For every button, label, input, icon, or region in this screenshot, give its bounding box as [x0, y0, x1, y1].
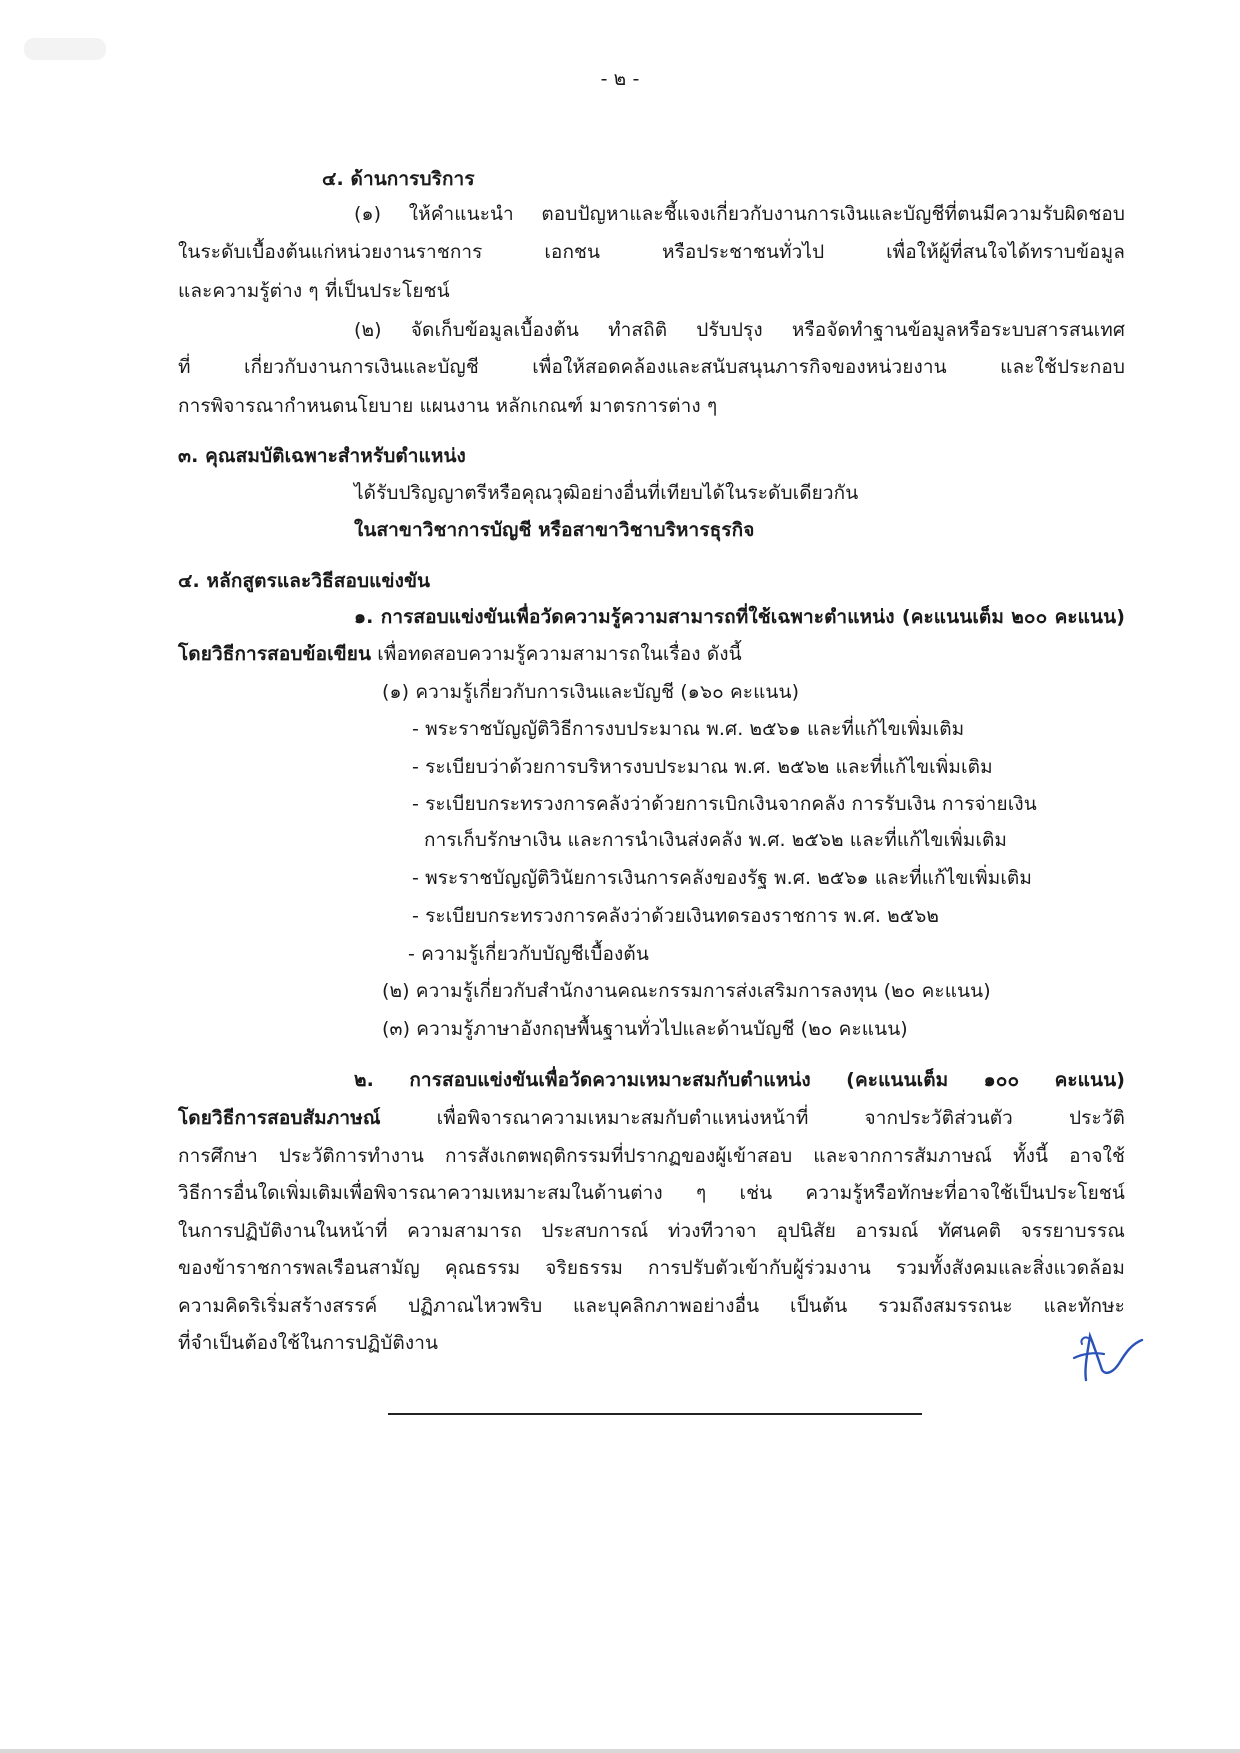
curriculum-heading: ๔. หลักสูตรและวิธีสอบแข่งขัน	[178, 570, 431, 592]
service-item2-line1: (๒) จัดเก็บข้อมูลเบื้องต้น ทำสถิติ ปรับปรุง หรือจัดทำฐานข้อมูลหรือระบบสารสนเทศ	[354, 319, 1125, 341]
service-item2-line2: ที่ เกี่ยวกับงานการเงินและบัญชี เพื่อให้สอดคล้องและสนับสนุนภารกิจของหน่วยงาน และใช้ประกอบ	[178, 356, 1125, 378]
part2-method-rest: เพื่อพิจารณาความเหมาะสมกับตำแหน่งหน้าที่ จากประวัติส่วนตัว ประวัติ	[380, 1107, 1125, 1129]
part1-title: ๑. การสอบแข่งขันเพื่อวัดความรู้ความสามารถที่ใช้เฉพาะตำแหน่ง (คะแนนเต็ม ๒๐๐ คะแนน)	[354, 606, 1125, 628]
part2-method	[178, 1105, 1125, 1131]
part2-line: ของข้าราชการพลเรือนสามัญ คุณธรรม จริยธรรม การปรับตัวเข้ากับผู้ร่วมงาน รวมทั้งสังคมและสิ่งแวดล้อม	[178, 1257, 1125, 1279]
part1-sub2: (๒) ความรู้เกี่ยวกับสำนักงานคณะกรรมการส่งเสริมการลงทุน (๒๐ คะแนน)	[382, 980, 991, 1002]
part1-sub1-item: - ระเบียบว่าด้วยการบริหารงบประมาณ พ.ศ. ๒๕๖๒ และที่แก้ไขเพิ่มเติม	[412, 756, 993, 778]
part1-sub1-item-cont: การเก็บรักษาเงิน และการนำเงินส่งคลัง พ.ศ. ๒๕๖๒ และที่แก้ไขเพิ่มเติม	[424, 829, 1008, 851]
part2-line: การศึกษา ประวัติการทำงาน การสังเกตพฤติกรรมที่ปรากฏของผู้เข้าสอบ และจากการสัมภาษณ์ ทั้งนี้ อาจใช้	[178, 1145, 1125, 1167]
part1-method	[178, 641, 742, 667]
part1-sub1-item: - พระราชบัญญัติวินัยการเงินการคลังของรัฐ พ.ศ. ๒๕๖๑ และที่แก้ไขเพิ่มเติม	[412, 867, 1032, 889]
part1-sub1-item: - ระเบียบกระทรวงการคลังว่าด้วยการเบิกเงินจากคลัง การรับเงิน การจ่ายเงิน	[412, 793, 1037, 815]
part1-sub3: (๓) ความรู้ภาษาอังกฤษพื้นฐานทั่วไปและด้านบัญชี (๒๐ คะแนน)	[382, 1018, 908, 1040]
service-item1-line3: และความรู้ต่าง ๆ ที่เป็นประโยชน์	[178, 280, 450, 302]
scan-edge	[0, 1749, 1240, 1753]
part1-sub1-item: - ระเบียบกระทรวงการคลังว่าด้วยเงินทดรองราชการ พ.ศ. ๒๕๖๒	[412, 905, 940, 927]
qualifications-line1: ได้รับปริญญาตรีหรือคุณวุฒิอย่างอื่นที่เทียบได้ในระดับเดียวกัน	[354, 482, 859, 504]
part1-sub1-title: (๑) ความรู้เกี่ยวกับการเงินและบัญชี (๑๖๐ คะแนน)	[382, 681, 800, 703]
scan-smudge	[24, 38, 106, 60]
service-item1-line2: ในระดับเบื้องต้นแก่หน่วยงานราชการ เอกชน หรือประชาชนทั่วไป เพื่อให้ผู้ที่สนใจได้ทราบข้อมูล	[178, 241, 1125, 263]
service-item2-line3: การพิจารณากำหนดนโยบาย แผนงาน หลักเกณฑ์ มาตรการต่าง ๆ	[178, 395, 718, 417]
handwritten-signature	[1068, 1328, 1146, 1386]
part2-title: ๒. การสอบแข่งขันเพื่อวัดความเหมาะสมกับตำแหน่ง (คะแนนเต็ม ๑๐๐ คะแนน)	[354, 1069, 1125, 1091]
part1-sub1-item: - พระราชบัญญัติวิธีการงบประมาณ พ.ศ. ๒๕๖๑ และที่แก้ไขเพิ่มเติม	[412, 718, 965, 740]
part2-line-last: ที่จำเป็นต้องใช้ในการปฏิบัติงาน	[178, 1332, 439, 1354]
closing-rule	[388, 1413, 922, 1415]
service-heading: ๔. ด้านการบริการ	[322, 168, 475, 190]
part1-sub1-item: - ความรู้เกี่ยวกับบัญชีเบื้องต้น	[408, 943, 649, 965]
part2-line: ความคิดริเริ่มสร้างสรรค์ ปฏิภาณไหวพริบ และบุคลิกภาพอย่างอื่น เป็นต้น รวมถึงสมรรถนะ และทักษะ	[178, 1295, 1125, 1317]
part2-line: ในการปฏิบัติงานในหน้าที่ ความสามารถ ประสบการณ์ ท่วงทีวาจา อุปนิสัย อารมณ์ ทัศนคติ จรรยาบรรณ	[178, 1220, 1125, 1242]
part1-method-rest: เพื่อทดสอบความรู้ความสามารถในเรื่อง ดังนี้	[371, 643, 742, 665]
service-item1-line1: (๑) ให้คำแนะนำ ตอบปัญหาและชี้แจงเกี่ยวกับงานการเงินและบัญชีที่ตนมีความรับผิดชอบ	[354, 203, 1125, 225]
part2-line: วิธีการอื่นใดเพิ่มเติมเพื่อพิจารณาความเหมาะสมในด้านต่าง ๆ เช่น ความรู้หรือทักษะที่อาจใช้เป็นประโยชน์	[178, 1182, 1125, 1204]
page-number: - ๒ -	[600, 68, 640, 90]
qualifications-line2: ในสาขาวิชาการบัญชี หรือสาขาวิชาบริหารธุรกิจ	[354, 519, 755, 541]
part2-method-bold: โดยวิธีการสอบสัมภาษณ์	[178, 1107, 381, 1129]
part1-method-bold: โดยวิธีการสอบข้อเขียน	[178, 643, 372, 665]
qualifications-heading: ๓. คุณสมบัติเฉพาะสำหรับตำแหน่ง	[178, 445, 466, 467]
